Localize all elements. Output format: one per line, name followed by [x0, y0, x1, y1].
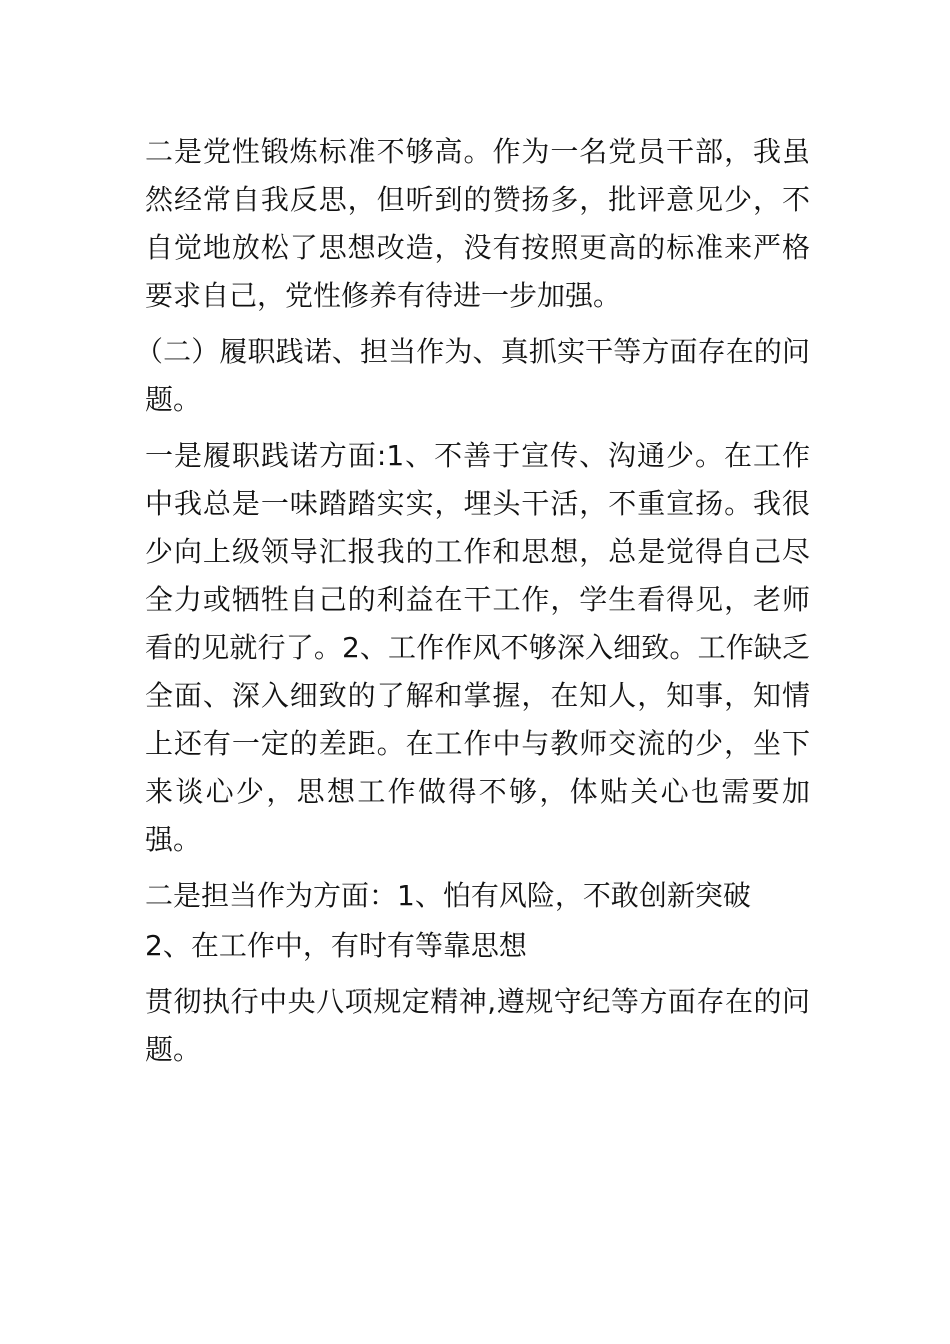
paragraph-party-spirit: 二是党性锻炼标准不够高。作为一名党员干部，我虽然经常自我反思，但听到的赞扬多，批评意见少，不自觉地放松了思想改造，没有按照更高的标准来严格要求自己，党性修养有待进一步加强。 [145, 135, 810, 312]
document-body [135, 128, 810, 1082]
paragraph-responsibility-item-2: 2、在工作中，有时有等靠思想 [145, 929, 527, 962]
paragraph-duty-fulfillment: 一是履职践诺方面:1、不善于宣传、沟通少。在工作中我总是一味踏踏实实，埋头干活，不重宣扬。我很少向上级领导汇报我的工作和思想，总是觉得自己尽全力或牺牲自己的利益在干工作，学生看得见，老师看的见就行了。2、工作作风不够深入细致。工作缺乏全面、深入细致的了解和掌握，在知人，知事，知情上还有一定的差距。在工作中与教师交流的少，坐下来谈心少，思想工作做得不够，体贴关心也需要加强。 [145, 439, 810, 856]
section-heading-eight-rules: 贯彻执行中央八项规定精神,遵规守纪等方面存在的问题。 [145, 985, 810, 1066]
section-heading-duty: （二）履职践诺、担当作为、真抓实干等方面存在的问题。 [135, 335, 810, 416]
paragraph-responsibility: 二是担当作为方面：1、怕有风险，不敢创新突破 [145, 879, 751, 912]
